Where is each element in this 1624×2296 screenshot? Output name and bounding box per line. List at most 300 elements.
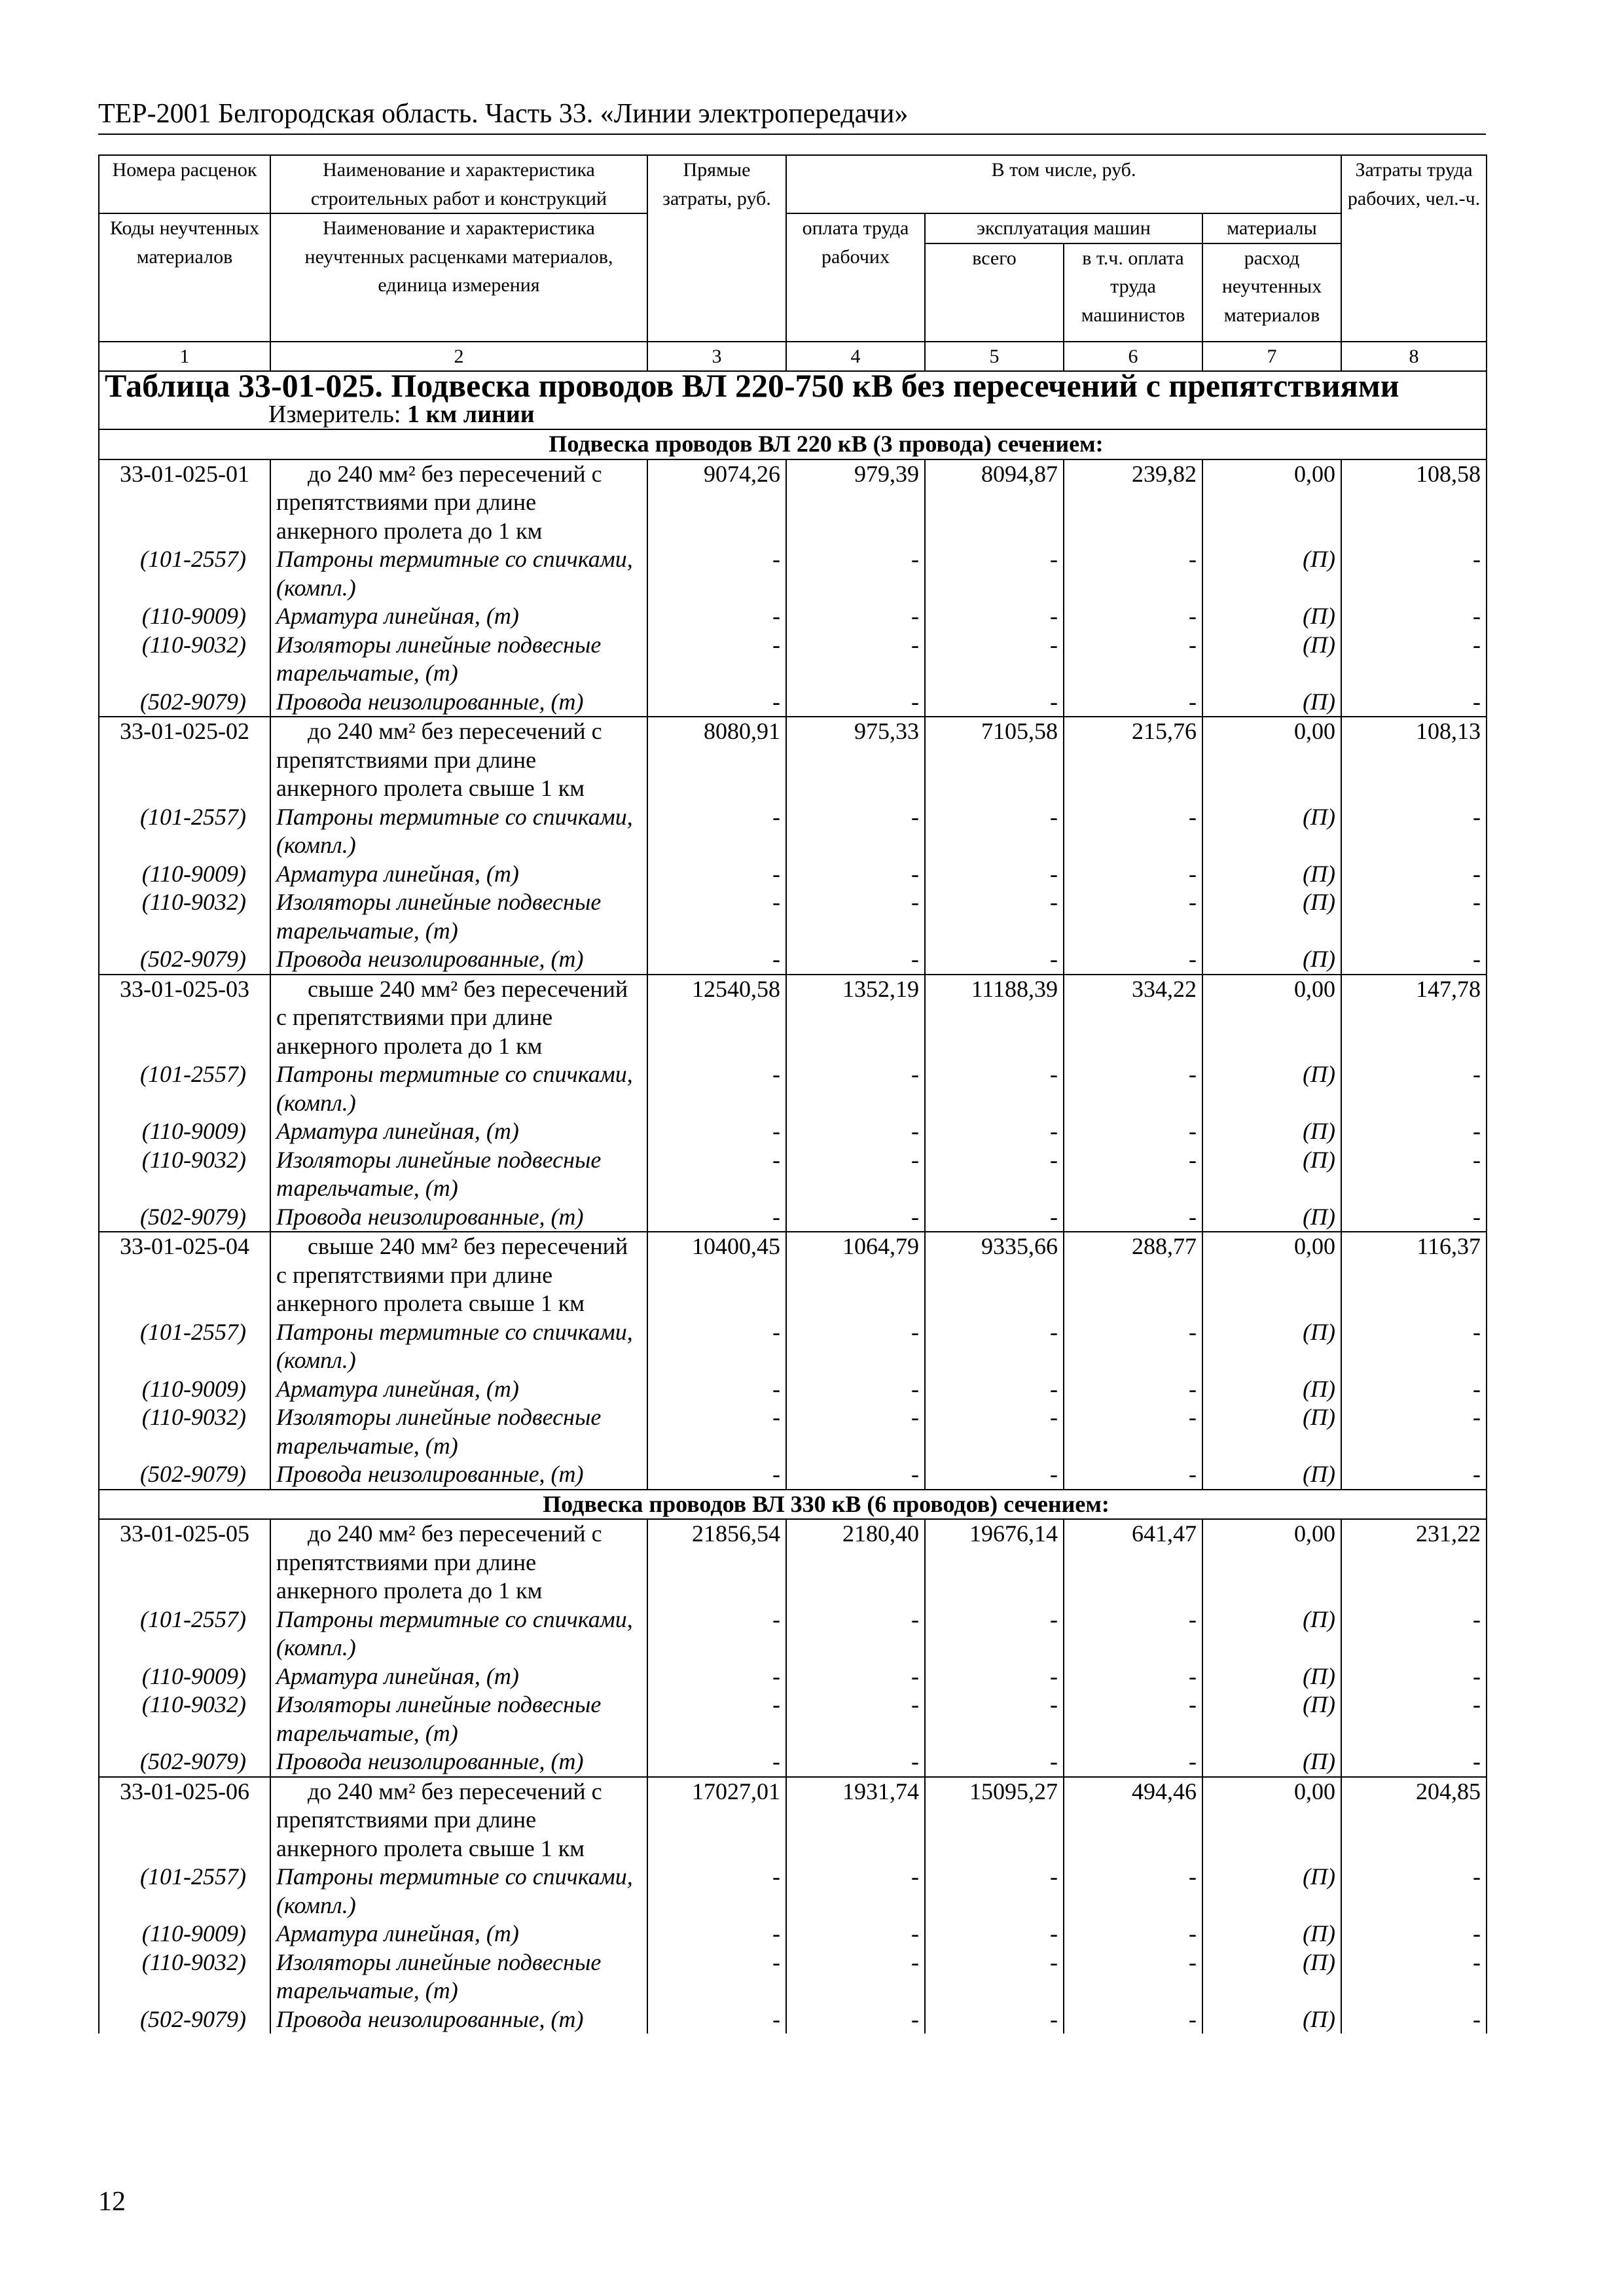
rate-row	[99, 1777, 1487, 1863]
dash-cell: -	[925, 860, 1064, 889]
machines-total: 9335,66	[925, 1232, 1064, 1318]
material-code: (110-9009)	[99, 1920, 270, 1948]
col-operators-pay-header: в т.ч. оплата труда машинистов	[1064, 243, 1202, 342]
material-flag: (П)	[1202, 1203, 1341, 1232]
dash-cell: -	[1064, 1375, 1202, 1404]
materials-cost: 0,00	[1202, 975, 1341, 1061]
material-row	[99, 1948, 1487, 2005]
material-name: Арматура линейная, (т)	[270, 860, 647, 889]
dash-cell: -	[925, 1748, 1064, 1777]
material-name: Патроны термитные со спичками, (компл.)	[270, 545, 647, 602]
operators-pay: 641,47	[1064, 1519, 1202, 1605]
dash-cell: -	[1064, 1605, 1202, 1662]
dash-cell: -	[647, 688, 786, 717]
materials-cost: 0,00	[1202, 459, 1341, 546]
dash-cell: -	[1064, 602, 1202, 631]
material-name: Изоляторы линейные подвесные тарельчатые, (т)	[270, 1146, 647, 1203]
col-material-name-header: Наименование и характеристика неучтенных расценками материалов, единица измерения	[270, 213, 647, 342]
rate-code: 33-01-025-04	[99, 1232, 270, 1318]
dash-cell: -	[925, 803, 1064, 860]
rate-name: свыше 240 мм² без пересечений с препятствиями при длине анкерного пролета свыше 1 км	[270, 1232, 647, 1318]
dash-cell: -	[1064, 1203, 1202, 1232]
material-row	[99, 888, 1487, 945]
column-number: 8	[1341, 342, 1487, 372]
dash-cell: -	[1341, 1948, 1487, 2005]
material-row	[99, 1691, 1487, 1748]
dash-cell: -	[1341, 1748, 1487, 1777]
material-name: Провода неизолированные, (т)	[270, 1460, 647, 1490]
dash-cell: -	[1341, 1662, 1487, 1691]
dash-cell: -	[925, 888, 1064, 945]
direct-costs: 10400,45	[647, 1232, 786, 1318]
dash-cell: -	[647, 1318, 786, 1375]
dash-cell: -	[1341, 1117, 1487, 1146]
dash-cell: -	[1064, 2005, 1202, 2034]
dash-cell: -	[1064, 1060, 1202, 1117]
section-title-cell	[99, 429, 1487, 459]
rate-row	[99, 1232, 1487, 1318]
dash-cell: -	[925, 1203, 1064, 1232]
material-code: (101-2557)	[99, 1863, 270, 1920]
dash-cell: -	[786, 2005, 925, 2034]
material-code: (502-9079)	[99, 945, 270, 975]
material-name: Патроны термитные со спичками, (компл.)	[270, 1060, 647, 1117]
dash-cell: -	[1064, 1691, 1202, 1748]
rate-row	[99, 1519, 1487, 1605]
material-flag: (П)	[1202, 602, 1341, 631]
direct-costs: 12540,58	[647, 975, 786, 1061]
dash-cell: -	[925, 1662, 1064, 1691]
measure-label: Измеритель:	[268, 400, 401, 428]
dash-cell: -	[786, 860, 925, 889]
material-code: (110-9009)	[99, 1117, 270, 1146]
dash-cell: -	[786, 1117, 925, 1146]
rate-name: до 240 мм² без пересечений с препятствиями при длине анкерного пролета свыше 1 км	[270, 1777, 647, 1863]
dash-cell: -	[647, 1203, 786, 1232]
col-including-header: В том числе, руб.	[786, 155, 1341, 213]
material-row	[99, 1318, 1487, 1375]
table-body	[99, 367, 1487, 2034]
operators-pay: 215,76	[1064, 717, 1202, 803]
dash-cell: -	[1064, 1146, 1202, 1203]
material-row	[99, 1403, 1487, 1460]
dash-cell: -	[786, 1662, 925, 1691]
material-row	[99, 1863, 1487, 1920]
rate-code: 33-01-025-02	[99, 717, 270, 803]
material-code: (110-9009)	[99, 602, 270, 631]
material-flag: (П)	[1202, 1403, 1341, 1460]
column-number: 4	[786, 342, 925, 372]
dash-cell: -	[1341, 945, 1487, 975]
operators-pay: 334,22	[1064, 975, 1202, 1061]
dash-cell: -	[1341, 888, 1487, 945]
dash-cell: -	[925, 1318, 1064, 1375]
dash-cell: -	[647, 888, 786, 945]
dash-cell: -	[1341, 688, 1487, 717]
machines-total: 11188,39	[925, 975, 1064, 1061]
material-row	[99, 545, 1487, 602]
material-name: Провода неизолированные, (т)	[270, 2005, 647, 2034]
dash-cell: -	[786, 1863, 925, 1920]
material-name: Патроны термитные со спичками, (компл.)	[270, 803, 647, 860]
dash-cell: -	[925, 631, 1064, 688]
rate-name: свыше 240 мм² без пересечений с препятствиями при длине анкерного пролета до 1 км	[270, 975, 647, 1061]
dash-cell: -	[1341, 602, 1487, 631]
dash-cell: -	[1064, 545, 1202, 602]
material-name: Провода неизолированные, (т)	[270, 688, 647, 717]
column-number: 5	[925, 342, 1064, 372]
price-table	[98, 154, 1487, 2034]
dash-cell: -	[925, 2005, 1064, 2034]
dash-cell: -	[925, 1117, 1064, 1146]
material-flag: (П)	[1202, 1863, 1341, 1920]
material-row	[99, 1203, 1487, 1232]
material-code: (502-9079)	[99, 1203, 270, 1232]
materials-cost: 0,00	[1202, 717, 1341, 803]
material-code: (110-9009)	[99, 860, 270, 889]
material-name: Изоляторы линейные подвесные тарельчатые, (т)	[270, 888, 647, 945]
material-code: (101-2557)	[99, 1318, 270, 1375]
dash-cell: -	[1341, 1691, 1487, 1748]
section-title-cell	[99, 1490, 1487, 1520]
material-row	[99, 945, 1487, 975]
material-flag: (П)	[1202, 545, 1341, 602]
material-code: (101-2557)	[99, 803, 270, 860]
machines-total: 7105,58	[925, 717, 1064, 803]
material-code: (101-2557)	[99, 1605, 270, 1662]
rate-code: 33-01-025-01	[99, 459, 270, 546]
dash-cell: -	[925, 1460, 1064, 1490]
direct-costs: 21856,54	[647, 1519, 786, 1605]
material-flag: (П)	[1202, 1460, 1341, 1490]
labor-pay: 975,33	[786, 717, 925, 803]
material-flag: (П)	[1202, 1117, 1341, 1146]
table-header	[99, 155, 1487, 371]
material-name: Арматура линейная, (т)	[270, 1375, 647, 1404]
material-flag: (П)	[1202, 945, 1341, 975]
dash-cell: -	[1341, 1863, 1487, 1920]
material-row	[99, 1460, 1487, 1490]
material-code: (110-9032)	[99, 1146, 270, 1203]
dash-cell: -	[647, 1460, 786, 1490]
dash-cell: -	[925, 1948, 1064, 2005]
material-name: Патроны термитные со спичками, (компл.)	[270, 1863, 647, 1920]
material-code: (502-9079)	[99, 1748, 270, 1777]
material-code: (101-2557)	[99, 1060, 270, 1117]
dash-cell: -	[925, 545, 1064, 602]
material-code: (101-2557)	[99, 545, 270, 602]
material-name: Арматура линейная, (т)	[270, 1920, 647, 1948]
dash-cell: -	[1341, 1146, 1487, 1203]
material-code: (110-9032)	[99, 631, 270, 688]
col-materials-header: материалы	[1202, 213, 1341, 243]
dash-cell: -	[647, 1948, 786, 2005]
col-rate-numbers-header: Номера расценок	[99, 155, 270, 213]
material-name: Патроны термитные со спичками, (компл.)	[270, 1605, 647, 1662]
direct-costs: 17027,01	[647, 1777, 786, 1863]
material-name: Арматура линейная, (т)	[270, 1117, 647, 1146]
labor-pay: 2180,40	[786, 1519, 925, 1605]
labor-pay: 979,39	[786, 459, 925, 546]
material-code: (502-9079)	[99, 2005, 270, 2034]
materials-cost: 0,00	[1202, 1232, 1341, 1318]
dash-cell: -	[786, 1691, 925, 1748]
labor-hours: 116,37	[1341, 1232, 1487, 1318]
dash-cell: -	[786, 1146, 925, 1203]
material-flag: (П)	[1202, 2005, 1341, 2034]
running-header: ТЕР-2001 Белгородская область. Часть 33. «Линии электропередачи»	[98, 97, 1486, 135]
measure-value: 1 км линии	[407, 400, 535, 428]
material-row	[99, 2005, 1487, 2034]
dash-cell: -	[1064, 1117, 1202, 1146]
material-row	[99, 1375, 1487, 1404]
dash-cell: -	[1064, 1748, 1202, 1777]
material-row	[99, 1146, 1487, 1203]
material-flag: (П)	[1202, 1318, 1341, 1375]
dash-cell: -	[647, 631, 786, 688]
dash-cell: -	[1341, 1460, 1487, 1490]
dash-cell: -	[786, 803, 925, 860]
machines-total: 19676,14	[925, 1519, 1064, 1605]
material-flag: (П)	[1202, 1662, 1341, 1691]
material-flag: (П)	[1202, 631, 1341, 688]
dash-cell: -	[786, 631, 925, 688]
dash-cell: -	[925, 1920, 1064, 1948]
dash-cell: -	[647, 1146, 786, 1203]
material-code: (110-9032)	[99, 888, 270, 945]
labor-pay: 1352,19	[786, 975, 925, 1061]
rate-name: до 240 мм² без пересечений с препятствиями при длине анкерного пролета до 1 км	[270, 459, 647, 546]
dash-cell: -	[1064, 1318, 1202, 1375]
column-number: 2	[270, 342, 647, 372]
col-work-name-header: Наименование и характеристика строительных работ и конструкций	[270, 155, 647, 213]
dash-cell: -	[1064, 1460, 1202, 1490]
dash-cell: -	[647, 1863, 786, 1920]
material-code: (110-9009)	[99, 1662, 270, 1691]
section-header-row	[99, 429, 1487, 459]
dash-cell: -	[925, 945, 1064, 975]
dash-cell: -	[1341, 545, 1487, 602]
material-name: Изоляторы линейные подвесные тарельчатые, (т)	[270, 1948, 647, 2005]
material-flag: (П)	[1202, 888, 1341, 945]
labor-hours: 108,13	[1341, 717, 1487, 803]
dash-cell: -	[647, 1920, 786, 1948]
material-flag: (П)	[1202, 1375, 1341, 1404]
material-row	[99, 631, 1487, 688]
dash-cell: -	[1064, 1948, 1202, 2005]
dash-cell: -	[1341, 2005, 1487, 2034]
dash-cell: -	[1341, 1920, 1487, 1948]
direct-costs: 8080,91	[647, 717, 786, 803]
labor-pay: 1931,74	[786, 1777, 925, 1863]
material-flag: (П)	[1202, 688, 1341, 717]
section-title: Подвеска проводов ВЛ 220 кВ (3 провода) сечением:	[549, 431, 1104, 457]
dash-cell: -	[1064, 1662, 1202, 1691]
section-title: Подвеска проводов ВЛ 330 кВ (6 проводов) сечением:	[543, 1490, 1110, 1517]
col-material-consumption-header: расход неучтенных материалов	[1202, 243, 1341, 342]
dash-cell: -	[786, 1460, 925, 1490]
col-material-codes-header: Коды неучтенных материалов	[99, 213, 270, 342]
material-name: Патроны термитные со спичками, (компл.)	[270, 1318, 647, 1375]
dash-cell: -	[786, 602, 925, 631]
dash-cell: -	[925, 1146, 1064, 1203]
column-number: 3	[647, 342, 786, 372]
rate-code: 33-01-025-05	[99, 1519, 270, 1605]
dash-cell: -	[1064, 1403, 1202, 1460]
material-name: Провода неизолированные, (т)	[270, 945, 647, 975]
material-code: (110-9032)	[99, 1691, 270, 1748]
dash-cell: -	[647, 1691, 786, 1748]
dash-cell: -	[647, 2005, 786, 2034]
dash-cell: -	[647, 1403, 786, 1460]
labor-hours: 231,22	[1341, 1519, 1487, 1605]
dash-cell: -	[786, 1203, 925, 1232]
material-name: Провода неизолированные, (т)	[270, 1203, 647, 1232]
materials-cost: 0,00	[1202, 1519, 1341, 1605]
dash-cell: -	[647, 1060, 786, 1117]
dash-cell: -	[925, 602, 1064, 631]
dash-cell: -	[786, 1948, 925, 2005]
labor-hours: 204,85	[1341, 1777, 1487, 1863]
material-code: (110-9009)	[99, 1375, 270, 1404]
dash-cell: -	[925, 688, 1064, 717]
column-number: 1	[99, 342, 270, 372]
dash-cell: -	[1064, 688, 1202, 717]
rate-row	[99, 717, 1487, 803]
dash-cell: -	[786, 1375, 925, 1404]
measure-unit	[105, 401, 1481, 429]
rate-name: до 240 мм² без пересечений с препятствиями при длине анкерного пролета до 1 км	[270, 1519, 647, 1605]
dash-cell: -	[1341, 1203, 1487, 1232]
material-row	[99, 1662, 1487, 1691]
material-flag: (П)	[1202, 1060, 1341, 1117]
dash-cell: -	[786, 945, 925, 975]
material-flag: (П)	[1202, 1748, 1341, 1777]
material-row	[99, 1605, 1487, 1662]
rate-row	[99, 459, 1487, 546]
dash-cell: -	[786, 1605, 925, 1662]
rate-row	[99, 975, 1487, 1061]
material-name: Арматура линейная, (т)	[270, 602, 647, 631]
dash-cell: -	[786, 1748, 925, 1777]
dash-cell: -	[1064, 631, 1202, 688]
machines-total: 15095,27	[925, 1777, 1064, 1863]
material-row	[99, 1060, 1487, 1117]
labor-pay: 1064,79	[786, 1232, 925, 1318]
material-code: (110-9032)	[99, 1948, 270, 2005]
dash-cell: -	[1064, 1863, 1202, 1920]
material-row	[99, 860, 1487, 889]
material-flag: (П)	[1202, 860, 1341, 889]
dash-cell: -	[1064, 803, 1202, 860]
material-code: (502-9079)	[99, 1460, 270, 1490]
material-row	[99, 1748, 1487, 1777]
material-name: Арматура линейная, (т)	[270, 1662, 647, 1691]
material-row	[99, 803, 1487, 860]
material-row	[99, 602, 1487, 631]
dash-cell: -	[1341, 860, 1487, 889]
dash-cell: -	[1341, 1060, 1487, 1117]
dash-cell: -	[647, 1117, 786, 1146]
direct-costs: 9074,26	[647, 459, 786, 546]
table-title-row	[99, 371, 1487, 429]
operators-pay: 239,82	[1064, 459, 1202, 546]
dash-cell: -	[647, 803, 786, 860]
dash-cell: -	[925, 1605, 1064, 1662]
dash-cell: -	[925, 1060, 1064, 1117]
rate-code: 33-01-025-06	[99, 1777, 270, 1863]
material-row	[99, 1920, 1487, 1948]
column-number: 7	[1202, 342, 1341, 372]
operators-pay: 288,77	[1064, 1232, 1202, 1318]
material-name: Изоляторы линейные подвесные тарельчатые, (т)	[270, 1691, 647, 1748]
dash-cell: -	[647, 1375, 786, 1404]
dash-cell: -	[647, 945, 786, 975]
dash-cell: -	[647, 602, 786, 631]
material-flag: (П)	[1202, 1920, 1341, 1948]
material-flag: (П)	[1202, 803, 1341, 860]
dash-cell: -	[647, 1605, 786, 1662]
material-flag: (П)	[1202, 1605, 1341, 1662]
dash-cell: -	[786, 1920, 925, 1948]
material-code: (110-9032)	[99, 1403, 270, 1460]
dash-cell: -	[786, 1060, 925, 1117]
dash-cell: -	[786, 1318, 925, 1375]
rate-code: 33-01-025-03	[99, 975, 270, 1061]
col-labor-pay-header: оплата труда рабочих	[786, 213, 925, 342]
materials-cost: 0,00	[1202, 1777, 1341, 1863]
dash-cell: -	[1341, 1375, 1487, 1404]
dash-cell: -	[647, 1662, 786, 1691]
dash-cell: -	[1341, 1403, 1487, 1460]
dash-cell: -	[1341, 1605, 1487, 1662]
col-machines-header: эксплуатация машин	[925, 213, 1202, 243]
col-machines-total-header: всего	[925, 243, 1064, 342]
material-name: Провода неизолированные, (т)	[270, 1748, 647, 1777]
dash-cell: -	[647, 860, 786, 889]
section-header-row	[99, 1490, 1487, 1520]
dash-cell: -	[1341, 631, 1487, 688]
material-flag: (П)	[1202, 1146, 1341, 1203]
dash-cell: -	[647, 545, 786, 602]
dash-cell: -	[925, 1863, 1064, 1920]
table-title: Таблица 33-01-025. Подвеска проводов ВЛ 220-750 кВ без пересечений с препятствиями	[105, 367, 1399, 404]
machines-total: 8094,87	[925, 459, 1064, 546]
labor-hours: 147,78	[1341, 975, 1487, 1061]
dash-cell: -	[786, 1403, 925, 1460]
dash-cell: -	[1064, 1920, 1202, 1948]
material-name: Изоляторы линейные подвесные тарельчатые, (т)	[270, 631, 647, 688]
col-labor-hours-header: Затраты труда рабочих, чел.-ч.	[1341, 155, 1487, 342]
material-flag: (П)	[1202, 1948, 1341, 2005]
rate-name: до 240 мм² без пересечений с препятствиями при длине анкерного пролета свыше 1 км	[270, 717, 647, 803]
dash-cell: -	[925, 1403, 1064, 1460]
table-title-cell	[99, 367, 1487, 429]
dash-cell: -	[925, 1375, 1064, 1404]
material-flag: (П)	[1202, 1691, 1341, 1748]
col-direct-costs-header: Прямые затраты, руб.	[647, 155, 786, 342]
material-row	[99, 688, 1487, 717]
labor-hours: 108,58	[1341, 459, 1487, 546]
dash-cell: -	[1064, 945, 1202, 975]
dash-cell: -	[1064, 860, 1202, 889]
dash-cell: -	[925, 1691, 1064, 1748]
dash-cell: -	[1064, 888, 1202, 945]
dash-cell: -	[786, 888, 925, 945]
material-name: Изоляторы линейные подвесные тарельчатые, (т)	[270, 1403, 647, 1460]
dash-cell: -	[786, 688, 925, 717]
dash-cell: -	[647, 1748, 786, 1777]
